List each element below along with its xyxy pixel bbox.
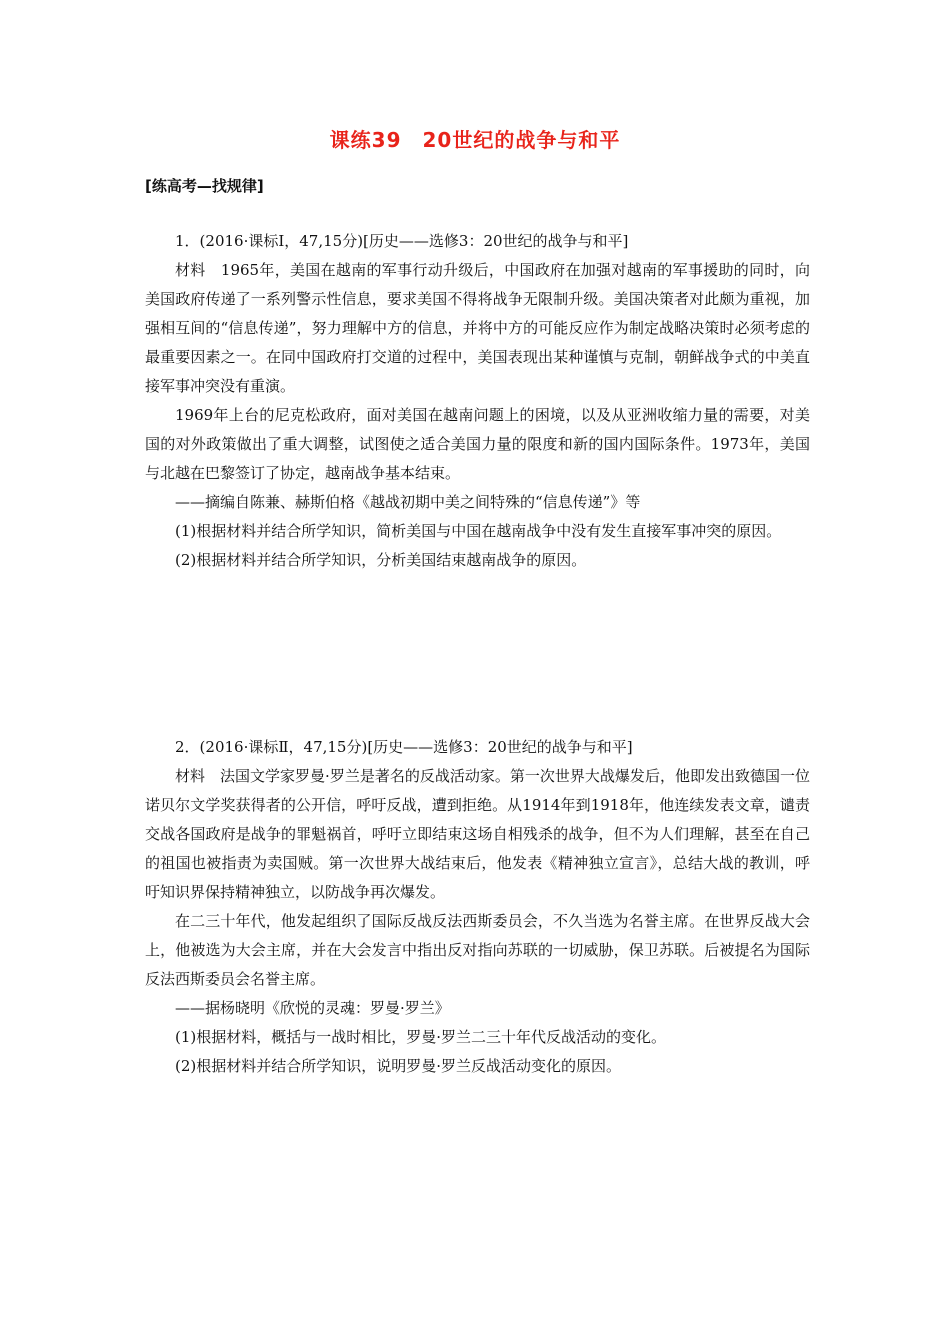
material-source: ——摘编自陈兼、赫斯伯格《越战初期中美之间特殊的“信息传递”》等 — [175, 493, 641, 511]
material-source: ——据杨晓明《欣悦的灵魂：罗曼·罗兰》 — [175, 999, 450, 1017]
question-header: 2．(2016·课标Ⅱ，47,15分)[历史——选修3：20世纪的战争与和平] — [175, 738, 633, 756]
material-paragraph: 在二三十年代，他发起组织了国际反战反法西斯委员会，不久当选为名誉主席。在世界反战大会上，他被选为大会主席，并在大会发言中指出反对指向苏联的一切威胁，保卫苏联。后被提名为国际反法西斯委员会名誉主席。 — [145, 912, 810, 988]
sub-question-2: (2)根据材料并结合所学知识，分析美国结束越南战争的原因。 — [175, 551, 587, 569]
section-heading: [练高考—找规律] — [145, 177, 264, 195]
sub-question-1: (1)根据材料，概括与一战时相比，罗曼·罗兰二三十年代反战活动的变化。 — [175, 1028, 667, 1046]
material-paragraph: 材料 法国文学家罗曼·罗兰是著名的反战活动家。第一次世界大战爆发后，他即发出致德国一位诺贝尔文学奖获得者的公开信，呼吁反战，遭到拒绝。从1914年到1918年，他连续发表文章，谴责交战各国政府是战争的罪魁祸首，呼吁立即结束这场自相残杀的战争，但不为人们理解，甚至在自己的祖国也被指责为卖国贼。第一次世界大战结束后，他发表《精神独立宣言》，总结大战的教训，呼吁知识界保持精神独立，以防战争再次爆发。 — [145, 767, 810, 901]
material-paragraph: 1969年上台的尼克松政府，面对美国在越南问题上的困境，以及从亚洲收缩力量的需要，对美国的对外政策做出了重大调整，试图使之适合美国力量的限度和新的国内国际条件。1973年，美国与北越在巴黎签订了协定，越南战争基本结束。 — [145, 406, 810, 482]
question-1 — [145, 227, 810, 575]
question-2 — [145, 733, 810, 1081]
sub-question-1: (1)根据材料并结合所学知识，简析美国与中国在越南战争中没有发生直接军事冲突的原因。 — [175, 522, 782, 540]
page-title: 课练39 20世纪的战争与和平 — [329, 128, 621, 152]
question-header: 1．(2016·课标Ⅰ，47,15分)[历史——选修3：20世纪的战争与和平] — [175, 232, 629, 250]
material-paragraph: 材料 1965年，美国在越南的军事行动升级后，中国政府在加强对越南的军事援助的同时，向美国政府传递了一系列警示性信息，要求美国不得将战争无限制升级。美国决策者对此颇为重视，加强相互间的“信息传递”，努力理解中方的信息，并将中方的可能反应作为制定战略决策时必须考虑的最重要因素之一。在同中国政府打交道的过程中，美国表现出某种谨慎与克制，朝鲜战争式的中美直接军事冲突没有重演。 — [145, 261, 810, 395]
sub-question-2: (2)根据材料并结合所学知识，说明罗曼·罗兰反战活动变化的原因。 — [175, 1057, 622, 1075]
